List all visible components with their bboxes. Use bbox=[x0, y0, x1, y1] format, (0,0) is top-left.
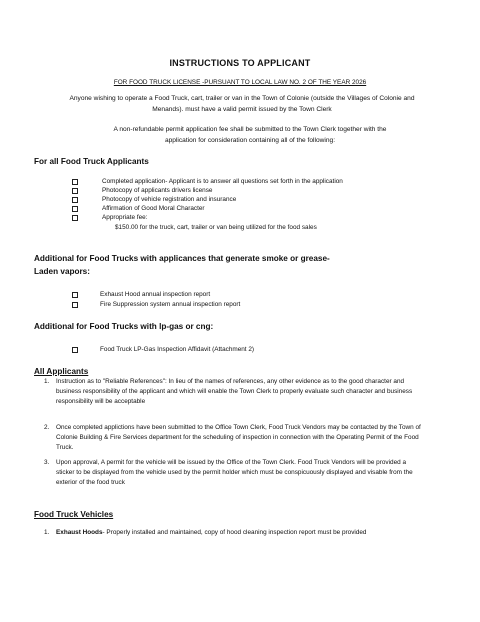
numbered-item bbox=[44, 377, 434, 417]
checkbox-icon bbox=[72, 179, 78, 185]
checkbox-icon bbox=[72, 197, 78, 203]
numbered-item bbox=[44, 423, 434, 463]
list-item-label: Affirmation of Good Moral Character bbox=[102, 205, 205, 212]
item-number: 2. bbox=[44, 424, 50, 431]
item-number: 1. bbox=[44, 378, 50, 385]
intro-paragraph: Anyone wishing to operate a Food Truck, cart, trailer or van in the Town of Colonie (outside the Villages of Colonie and Menands). must have a valid permit issued by the Town Clerk bbox=[69, 95, 415, 113]
section-heading-vehicles: Food Truck Vehicles bbox=[34, 510, 114, 519]
checkbox-icon bbox=[72, 302, 78, 308]
list-item-label: Photocopy of applicants drivers license bbox=[102, 187, 213, 194]
list-item-label: Exhaust Hood annual inspection report bbox=[100, 291, 211, 298]
checkbox-icon bbox=[72, 206, 78, 212]
item-text bbox=[56, 528, 386, 538]
section-heading-all: All Applicants bbox=[34, 367, 89, 376]
fee-amount: $150.00 for the truck, cart, trailer or van being utilized for the food sales bbox=[115, 224, 317, 231]
section-heading-all-applicants: For all Food Truck Applicants bbox=[34, 157, 149, 166]
item-text: Upon approval, A permit for the vehicle will be issued by the Office of the Town Clerk. Food Truck Vendors will be provided a sticker to be displayed from the vehicle used by the permit holder which must be conspicuously displayed and visable from the exterior of the food truck bbox=[56, 459, 413, 486]
item-text: Once completed applictions have been submitted to the Office Town Clerk, Food Truck Vendors may be contacted by the Town of Colonie Building & Fire Services department for the scheduling of inspection in connection with the Operating Permit of the Food Truck. bbox=[56, 424, 421, 451]
item-number: 1. bbox=[44, 529, 50, 536]
item-number: 3. bbox=[44, 459, 50, 466]
list-item-label: Food Truck LP-Gas Inspection Affidavit (Attachment 2) bbox=[100, 346, 255, 353]
checkbox-icon bbox=[72, 215, 78, 221]
item-text: Instruction as to "Reliable References": In lieu of the names of references, any other evidence as to the good character and business responsibility of the applicant and which will enable the Town Clerk to properly evaluate such character and business responsibility will be acceptable bbox=[56, 378, 413, 405]
list-item-label: Fire Suppression system annual inspection report bbox=[100, 301, 241, 308]
page-title: INSTRUCTIONS TO APPLICANT bbox=[169, 58, 311, 68]
fee-paragraph: A non-refundable permit application fee shall be submitted to the Town Clerk together with the application for consideration containing all of the following: bbox=[113, 126, 387, 144]
section-heading-smoke-line2: Laden vapors: bbox=[34, 267, 90, 276]
numbered-item bbox=[44, 458, 434, 508]
list-item-label: Appropriate fee: bbox=[102, 214, 148, 221]
checkbox-icon bbox=[72, 347, 78, 353]
checkbox-icon bbox=[72, 292, 78, 298]
list-item-label: Completed application- Applicant is to answer all questions set forth in the application bbox=[102, 178, 343, 185]
page-subtitle: FOR FOOD TRUCK LICENSE -PURSUANT TO LOCAL LAW NO. 2 OF THE YEAR 2026 bbox=[113, 79, 367, 86]
checkbox-icon bbox=[72, 188, 78, 194]
item-rest: - Properly installed and maintained, copy of hood cleaning inspection report must be provided bbox=[102, 529, 367, 536]
list-item-label: Photocopy of vehicle registration and insurance bbox=[102, 196, 237, 203]
numbered-item bbox=[44, 528, 434, 552]
section-heading-lpgas: Additional for Food Trucks with lp-gas or cng: bbox=[34, 322, 214, 331]
item-bold-label: Exhaust Hoods bbox=[56, 529, 103, 536]
section-heading-smoke-line1: Additional for Food Trucks with applicances that generate smoke or grease- bbox=[34, 254, 330, 263]
